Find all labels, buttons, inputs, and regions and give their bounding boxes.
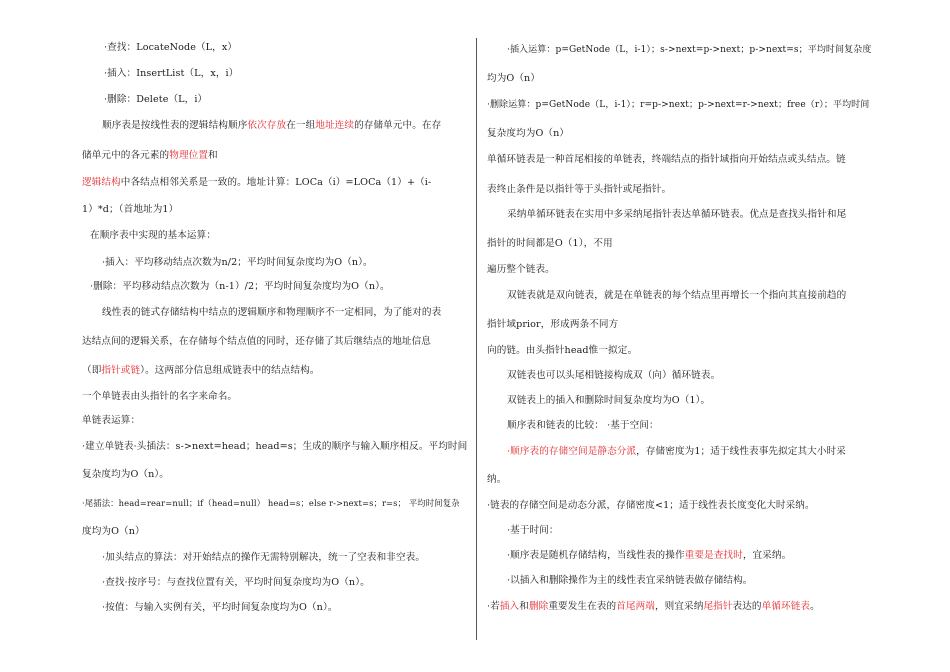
text-segment: ，则宜采纳 (654, 601, 704, 612)
text-segment: ，存储密度为1；适于线性表事先拟定其大小时采 (636, 446, 846, 457)
text-segment: 的存储单元中。在存 (354, 120, 442, 131)
text-segment: ·加头结点的算法：对开始结点的操作无需特别解决，统一了空表和非空表。 (102, 552, 426, 563)
text-segment: ·建立单链表·头插法：s->next=head；head=s；生成的顺序与输入顺序相反。平均时间 (82, 441, 468, 452)
text-line (102, 257, 373, 269)
text-segment: ）。这两部分信息组成链表中的结点结构。 (140, 365, 320, 376)
text-line (487, 500, 815, 512)
highlighted-term: 尾指针 (703, 601, 733, 612)
text-segment: ，宜采纳。 (742, 550, 792, 561)
text-segment: 表达的 (732, 601, 762, 612)
text-segment: 顺序表和链表的比较： ·基于空间： (507, 420, 659, 431)
text-line (487, 264, 555, 276)
text-line (507, 446, 846, 458)
text-line (507, 550, 791, 562)
text-segment: 线性表的链式存储结构中结点的逻辑顺序和物理顺序不一定相同，为了能对的表 (102, 307, 442, 318)
text-segment: 采纳单循环链表在实用中多采纳尾指针表达单循环链表。优点是查找头指针和尾 (507, 209, 847, 220)
text-line (104, 94, 207, 106)
text-segment: ·插入：InsertList（L，x，i） (104, 68, 239, 79)
text-segment: 纳。 (487, 474, 507, 485)
text-segment: ·按值：与输入实例有关，平均时间复杂度均为O（n）。 (102, 602, 338, 613)
text-line (104, 68, 238, 80)
text-segment: ·链表的存储空间是动态分派，存储密度<1；适于线性表长度变化大时采纳。 (487, 500, 815, 511)
column-divider (476, 38, 477, 640)
text-line (82, 204, 178, 216)
text-line (487, 238, 613, 250)
highlighted-term: 插入 (499, 601, 520, 612)
text-segment: 复杂度均为O（n） (487, 128, 570, 139)
text-segment: 均为O（n） (487, 73, 541, 84)
text-segment: 表终止条件是以指针等于头指针或尾指针。 (487, 184, 672, 195)
text-segment: ·尾插法：head=rear=null；if（head=null） head=s；else r->next=s；r=s； 平均时间复杂 (82, 498, 460, 508)
text-line (82, 177, 431, 189)
text-segment: 指针的时间都是O（1），不用 (487, 238, 613, 249)
text-line (90, 230, 216, 242)
text-segment: 双链表就是双向链表，就是在单链表的每个结点里再增长一个指向其直接前趋的 (507, 290, 847, 301)
text-segment: 度均为O（n） (82, 526, 145, 537)
text-line (82, 150, 218, 162)
text-line (487, 99, 869, 111)
text-segment: ·删除运算：p=GetNode（L，i-1）；r=p->next；p->next=r->next；free（r）；平均时间 (487, 100, 870, 110)
highlighted-term: 重要是查找时 (684, 550, 743, 561)
text-segment: 向的链。由头指针head惟一拟定。 (487, 345, 638, 356)
text-line (487, 345, 637, 357)
text-segment: ·插入：平均移动结点次数为n/2；平均时间复杂度均为O（n）。 (102, 257, 373, 268)
text-segment: 达结点间的逻辑关系，在存储每个结点值的同时，还存储了其后继结点的地址信息 (82, 336, 431, 347)
highlighted-term: 首尾两端 (616, 601, 655, 612)
highlighted-term: 逻辑结构 (82, 177, 121, 188)
highlighted-term: 单循环链表 (761, 601, 811, 612)
text-line (102, 552, 425, 564)
highlighted-term: ·顺序表的存储空间是静态分派 (507, 446, 637, 457)
text-segment: ·以插入和删除操作为主的线性表宜采纳链表做存储结构。 (507, 575, 753, 586)
text-segment: ·基于时间： (507, 525, 559, 536)
text-segment: 复杂度均为O（n）。 (82, 469, 169, 480)
text-segment: 中各结点相邻关系是一致的。地址计算：LOCa（i）=LOCa（1）+（i- (120, 177, 432, 188)
text-line (82, 497, 460, 509)
text-line (507, 525, 559, 537)
text-line (82, 415, 140, 427)
text-line (507, 44, 871, 56)
text-line (487, 73, 540, 85)
text-line (507, 420, 659, 432)
text-segment: 在一组 (286, 120, 316, 131)
highlighted-term: 删除 (528, 601, 549, 612)
text-segment: 重要发生在表的 (548, 601, 617, 612)
text-segment: 单循环链表是一种首尾相接的单链表，终端结点的指针域指向开始结点或头结点。链 (487, 154, 846, 165)
text-line (82, 441, 467, 453)
text-line (507, 290, 846, 302)
text-segment: 和 (208, 150, 218, 161)
text-line (82, 391, 237, 403)
text-segment: ·删除：Delete（L，i） (104, 94, 208, 105)
text-segment: 双链表也可以头尾相链接构成双（向）循环链表。 (507, 370, 721, 381)
text-line (104, 42, 237, 54)
text-segment: 和 (519, 601, 529, 612)
text-segment: 指针域prior，形成两条不同方 (487, 319, 619, 330)
text-line (487, 128, 569, 140)
text-segment: （即 (82, 365, 102, 376)
text-line (507, 370, 720, 382)
text-line (90, 281, 390, 293)
text-line (102, 307, 441, 319)
text-segment: ·若 (487, 601, 500, 612)
text-line (507, 395, 710, 407)
highlighted-term: 物理位置 (169, 150, 209, 161)
text-segment: 在顺序表中实现的基本运算： (90, 230, 217, 241)
text-segment: 1）*d；（首地址为1） (82, 204, 179, 215)
text-segment: 双链表上的插入和删除时间复杂度均为O（1）。 (507, 395, 711, 406)
text-line (82, 469, 169, 481)
text-segment: 。 (810, 601, 820, 612)
highlighted-term: 地址连续 (315, 120, 355, 131)
text-line (487, 601, 820, 613)
text-segment: 单链表运算： (82, 415, 141, 426)
text-line (507, 209, 846, 221)
text-line (487, 154, 846, 166)
text-line (102, 120, 441, 132)
text-segment: ·删除：平均移动结点次数为（n-1）/2；平均时间复杂度均为O（n）。 (90, 281, 390, 292)
text-segment: 遍历整个链表。 (487, 264, 555, 275)
text-line (487, 319, 618, 331)
text-line (102, 602, 338, 614)
text-line (82, 365, 320, 377)
text-segment: 储单元中的各元素的 (82, 150, 170, 161)
text-segment: 一个单链表由头指针的名字来命名。 (82, 391, 238, 402)
text-line (102, 577, 370, 589)
text-line (507, 575, 753, 587)
text-segment: ·顺序表是随机存储结构，当线性表的操作 (507, 550, 685, 561)
text-segment: ·查找：LocateNode（L，x） (104, 42, 238, 53)
text-line (487, 474, 506, 486)
text-line (82, 526, 145, 538)
highlighted-term: 指针或链 (101, 365, 141, 376)
highlighted-term: 依次存放 (247, 120, 287, 131)
text-line (82, 336, 431, 348)
text-segment: ·插入运算：p=GetNode（L，i-1）；s->next=p->next；p->next=s；平均时间复杂度 (507, 45, 872, 55)
text-line (487, 184, 671, 196)
text-segment: ·查找·按序号：与查找位置有关，平均时间复杂度均为O（n）。 (102, 577, 370, 588)
text-segment: 顺序表是按线性表的逻辑结构顺序 (102, 120, 248, 131)
